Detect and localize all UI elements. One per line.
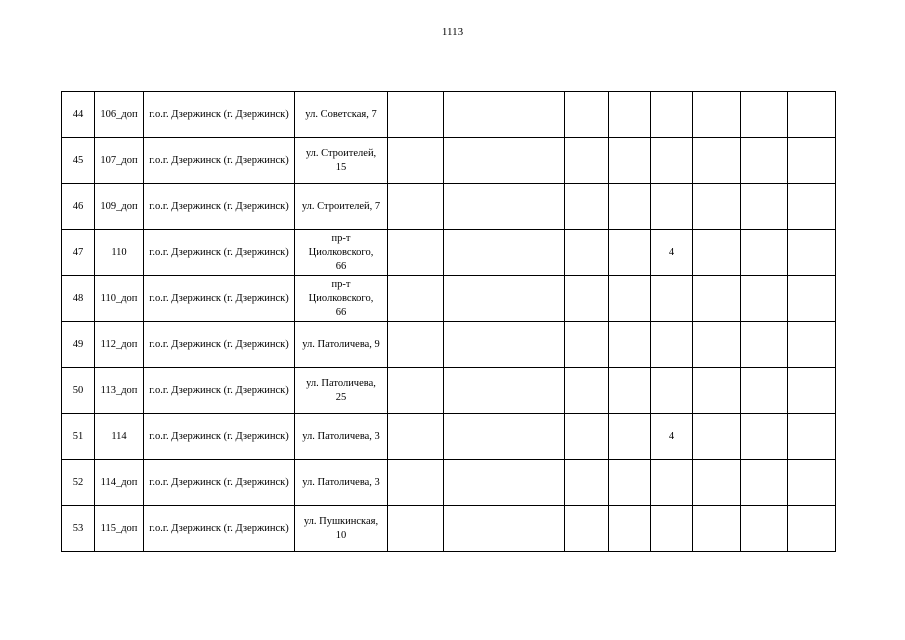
table-row — [62, 506, 836, 552]
value-cell — [388, 506, 444, 552]
value-cell — [388, 414, 444, 460]
value-cell — [444, 322, 565, 368]
value-cell — [565, 506, 609, 552]
value-cell — [741, 460, 788, 506]
address-cell: ул. Строителей, 7 — [295, 184, 388, 230]
value-cell — [565, 460, 609, 506]
value-cell — [651, 506, 693, 552]
address-cell: пр-т Циолковского, 66 — [295, 230, 388, 276]
value-cell — [388, 92, 444, 138]
value-cell — [388, 460, 444, 506]
station-code-cell: 114 — [95, 414, 144, 460]
table-row — [62, 414, 836, 460]
value-cell — [565, 276, 609, 322]
table-row — [62, 230, 836, 276]
value-cell — [444, 506, 565, 552]
municipality-cell: г.о.г. Дзержинск (г. Дзержинск) — [144, 506, 295, 552]
address-cell: ул. Патоличева, 3 — [295, 414, 388, 460]
value-cell: 4 — [651, 230, 693, 276]
row-number-cell: 48 — [62, 276, 95, 322]
value-cell — [741, 138, 788, 184]
station-code-cell: 107_доп — [95, 138, 144, 184]
table-row — [62, 322, 836, 368]
municipality-cell: г.о.г. Дзержинск (г. Дзержинск) — [144, 368, 295, 414]
address-cell: ул. Патоличева, 25 — [295, 368, 388, 414]
value-cell — [651, 92, 693, 138]
value-cell — [788, 138, 836, 184]
value-cell — [741, 276, 788, 322]
station-code-cell: 115_доп — [95, 506, 144, 552]
row-number-cell: 45 — [62, 138, 95, 184]
value-cell — [741, 506, 788, 552]
value-cell — [565, 368, 609, 414]
value-cell — [565, 230, 609, 276]
value-cell — [788, 414, 836, 460]
municipality-cell: г.о.г. Дзержинск (г. Дзержинск) — [144, 322, 295, 368]
page-number: 1113 — [441, 26, 464, 38]
municipality-cell: г.о.г. Дзержинск (г. Дзержинск) — [144, 92, 295, 138]
address-cell: ул. Советская, 7 — [295, 92, 388, 138]
value-cell — [388, 230, 444, 276]
station-code-cell: 112_доп — [95, 322, 144, 368]
value-cell — [609, 276, 651, 322]
value-cell — [609, 184, 651, 230]
address-cell: ул. Пушкинская, 10 — [295, 506, 388, 552]
value-cell — [388, 322, 444, 368]
value-cell — [444, 368, 565, 414]
row-number-cell: 53 — [62, 506, 95, 552]
value-cell — [444, 92, 565, 138]
value-cell — [693, 322, 741, 368]
value-cell — [693, 368, 741, 414]
value-cell — [788, 230, 836, 276]
value-cell — [444, 460, 565, 506]
value-cell — [788, 322, 836, 368]
value-cell — [609, 92, 651, 138]
value-cell — [788, 506, 836, 552]
value-cell — [693, 506, 741, 552]
value-cell — [609, 506, 651, 552]
table-row — [62, 184, 836, 230]
value-cell — [693, 276, 741, 322]
value-cell — [651, 184, 693, 230]
table-body — [62, 92, 836, 552]
row-number-cell: 51 — [62, 414, 95, 460]
station-code-cell: 114_доп — [95, 460, 144, 506]
value-cell — [693, 92, 741, 138]
station-code-cell: 106_доп — [95, 92, 144, 138]
value-cell — [788, 368, 836, 414]
value-cell — [609, 414, 651, 460]
value-cell — [693, 184, 741, 230]
value-cell — [609, 322, 651, 368]
value-cell — [388, 184, 444, 230]
address-cell: ул. Строителей, 15 — [295, 138, 388, 184]
municipality-cell: г.о.г. Дзержинск (г. Дзержинск) — [144, 138, 295, 184]
station-code-cell: 110 — [95, 230, 144, 276]
table-row — [62, 92, 836, 138]
value-cell — [388, 276, 444, 322]
municipality-cell: г.о.г. Дзержинск (г. Дзержинск) — [144, 276, 295, 322]
row-number-cell: 52 — [62, 460, 95, 506]
value-cell — [609, 460, 651, 506]
value-cell — [741, 230, 788, 276]
value-cell — [788, 276, 836, 322]
row-number-cell: 49 — [62, 322, 95, 368]
value-cell — [565, 92, 609, 138]
value-cell — [788, 184, 836, 230]
value-cell — [444, 230, 565, 276]
value-cell — [788, 460, 836, 506]
value-cell: 4 — [651, 414, 693, 460]
row-number-cell: 44 — [62, 92, 95, 138]
value-cell — [444, 138, 565, 184]
value-cell — [565, 414, 609, 460]
municipality-cell: г.о.г. Дзержинск (г. Дзержинск) — [144, 414, 295, 460]
value-cell — [565, 138, 609, 184]
municipality-cell: г.о.г. Дзержинск (г. Дзержинск) — [144, 184, 295, 230]
value-cell — [651, 368, 693, 414]
value-cell — [651, 322, 693, 368]
address-cell: ул. Патоличева, 9 — [295, 322, 388, 368]
value-cell — [693, 138, 741, 184]
table-row — [62, 276, 836, 322]
row-number-cell: 46 — [62, 184, 95, 230]
value-cell — [609, 230, 651, 276]
value-cell — [693, 414, 741, 460]
value-cell — [388, 138, 444, 184]
station-code-cell: 109_доп — [95, 184, 144, 230]
value-cell — [741, 368, 788, 414]
municipality-cell: г.о.г. Дзержинск (г. Дзержинск) — [144, 460, 295, 506]
value-cell — [788, 92, 836, 138]
address-cell: ул. Патоличева, 3 — [295, 460, 388, 506]
value-cell — [741, 184, 788, 230]
value-cell — [741, 322, 788, 368]
value-cell — [388, 368, 444, 414]
row-number-cell: 47 — [62, 230, 95, 276]
value-cell — [693, 460, 741, 506]
value-cell — [651, 460, 693, 506]
table-row — [62, 460, 836, 506]
municipality-cell: г.о.г. Дзержинск (г. Дзержинск) — [144, 230, 295, 276]
value-cell — [651, 276, 693, 322]
table-row — [62, 368, 836, 414]
station-code-cell: 113_доп — [95, 368, 144, 414]
station-code-cell: 110_доп — [95, 276, 144, 322]
row-number-cell: 50 — [62, 368, 95, 414]
value-cell — [444, 414, 565, 460]
value-cell — [565, 322, 609, 368]
value-cell — [651, 138, 693, 184]
value-cell — [693, 230, 741, 276]
value-cell — [609, 368, 651, 414]
registry-table — [61, 91, 836, 552]
value-cell — [609, 138, 651, 184]
table-row — [62, 138, 836, 184]
value-cell — [741, 92, 788, 138]
value-cell — [444, 276, 565, 322]
value-cell — [741, 414, 788, 460]
value-cell — [565, 184, 609, 230]
value-cell — [444, 184, 565, 230]
address-cell: пр-т Циолковского, 66 — [295, 276, 388, 322]
